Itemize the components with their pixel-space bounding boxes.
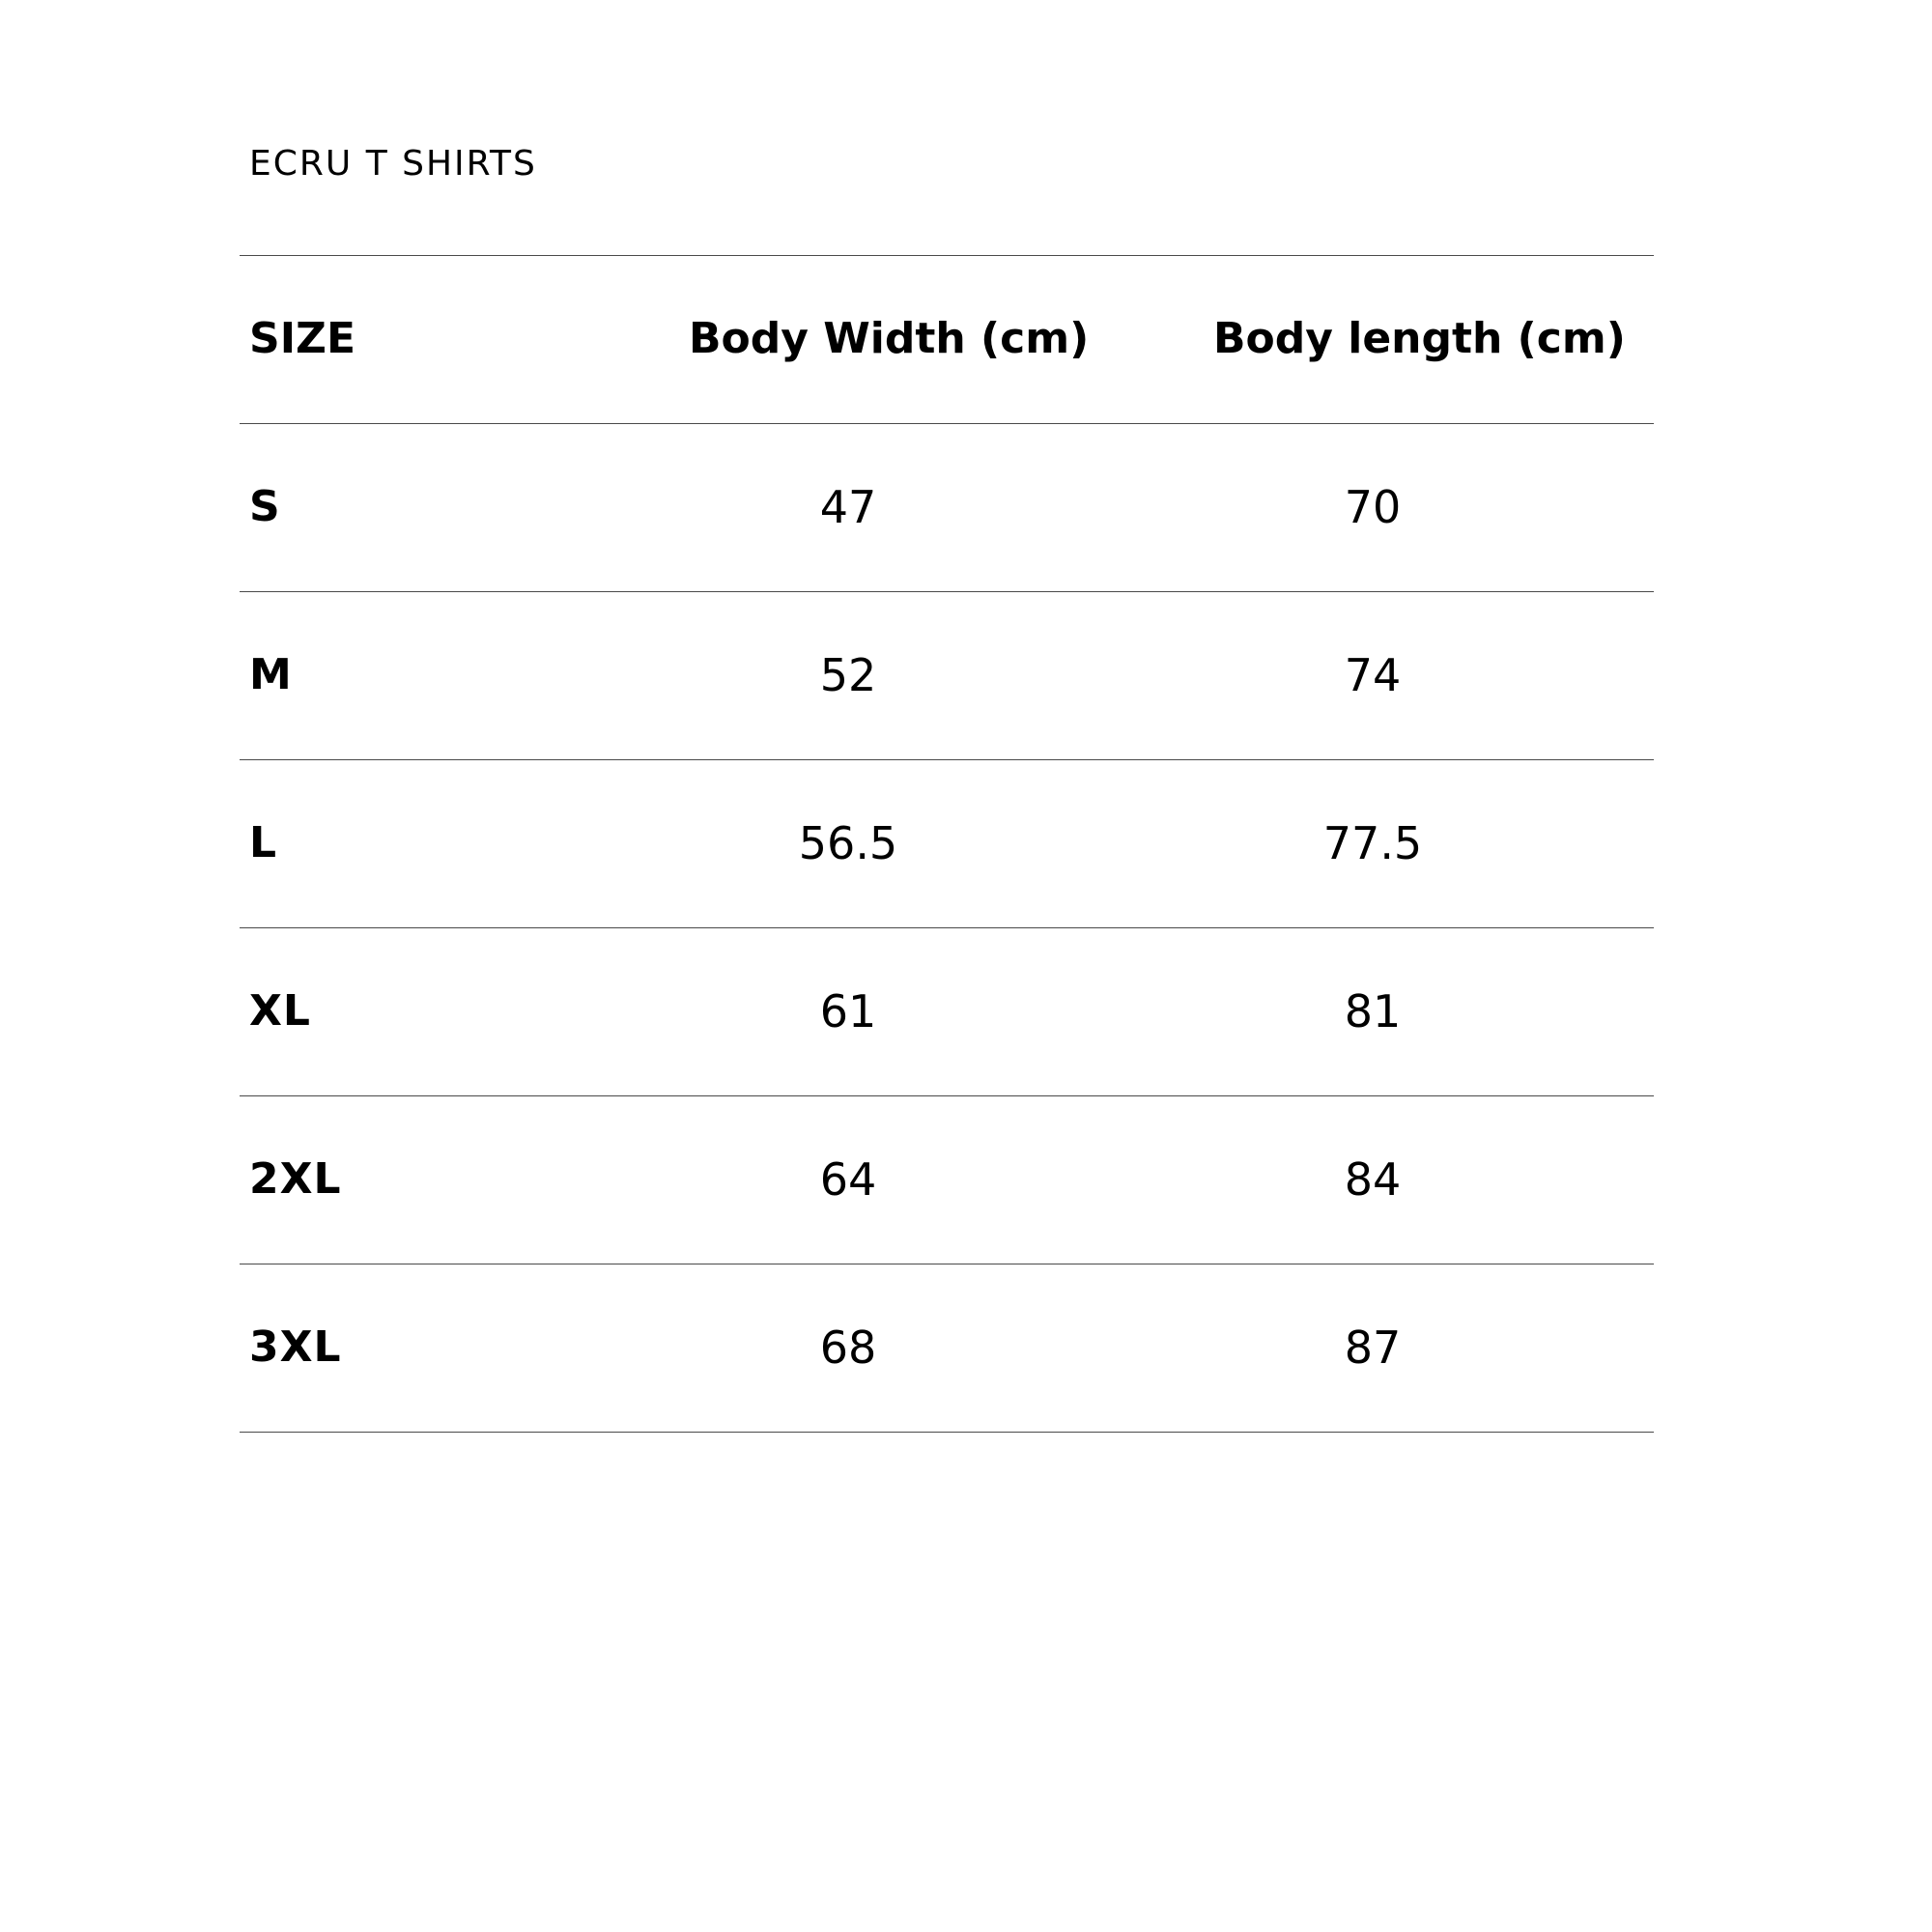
size-cell: 2XL xyxy=(249,1154,342,1204)
size-cell: XL xyxy=(249,986,311,1036)
size-chart-table xyxy=(240,255,1654,1433)
table-row xyxy=(240,1264,1654,1433)
size-cell: 3XL xyxy=(249,1322,342,1372)
body-length-cell: 84 xyxy=(1344,1153,1402,1206)
body-length-cell: 70 xyxy=(1344,481,1402,533)
table-row xyxy=(240,592,1654,760)
table-row xyxy=(240,760,1654,928)
table-row xyxy=(240,424,1654,592)
body-length-cell: 81 xyxy=(1344,985,1402,1037)
column-header-body-length: Body length (cm) xyxy=(1213,314,1626,363)
column-header-body-width: Body Width (cm) xyxy=(689,314,1090,363)
body-width-cell: 52 xyxy=(819,649,877,701)
table-row xyxy=(240,928,1654,1096)
size-cell: L xyxy=(249,818,278,867)
table-header-row xyxy=(240,256,1654,424)
body-width-cell: 68 xyxy=(819,1321,877,1374)
page-title: ECRU T SHIRTS xyxy=(249,144,537,184)
body-width-cell: 61 xyxy=(819,985,877,1037)
body-length-cell: 77.5 xyxy=(1322,817,1423,869)
table-row xyxy=(240,1096,1654,1264)
body-length-cell: 87 xyxy=(1344,1321,1402,1374)
size-cell: M xyxy=(249,650,293,699)
size-cell: S xyxy=(249,482,281,531)
body-width-cell: 64 xyxy=(819,1153,877,1206)
column-header-size: SIZE xyxy=(249,314,356,363)
body-length-cell: 74 xyxy=(1344,649,1402,701)
body-width-cell: 47 xyxy=(819,481,877,533)
body-width-cell: 56.5 xyxy=(798,817,898,869)
